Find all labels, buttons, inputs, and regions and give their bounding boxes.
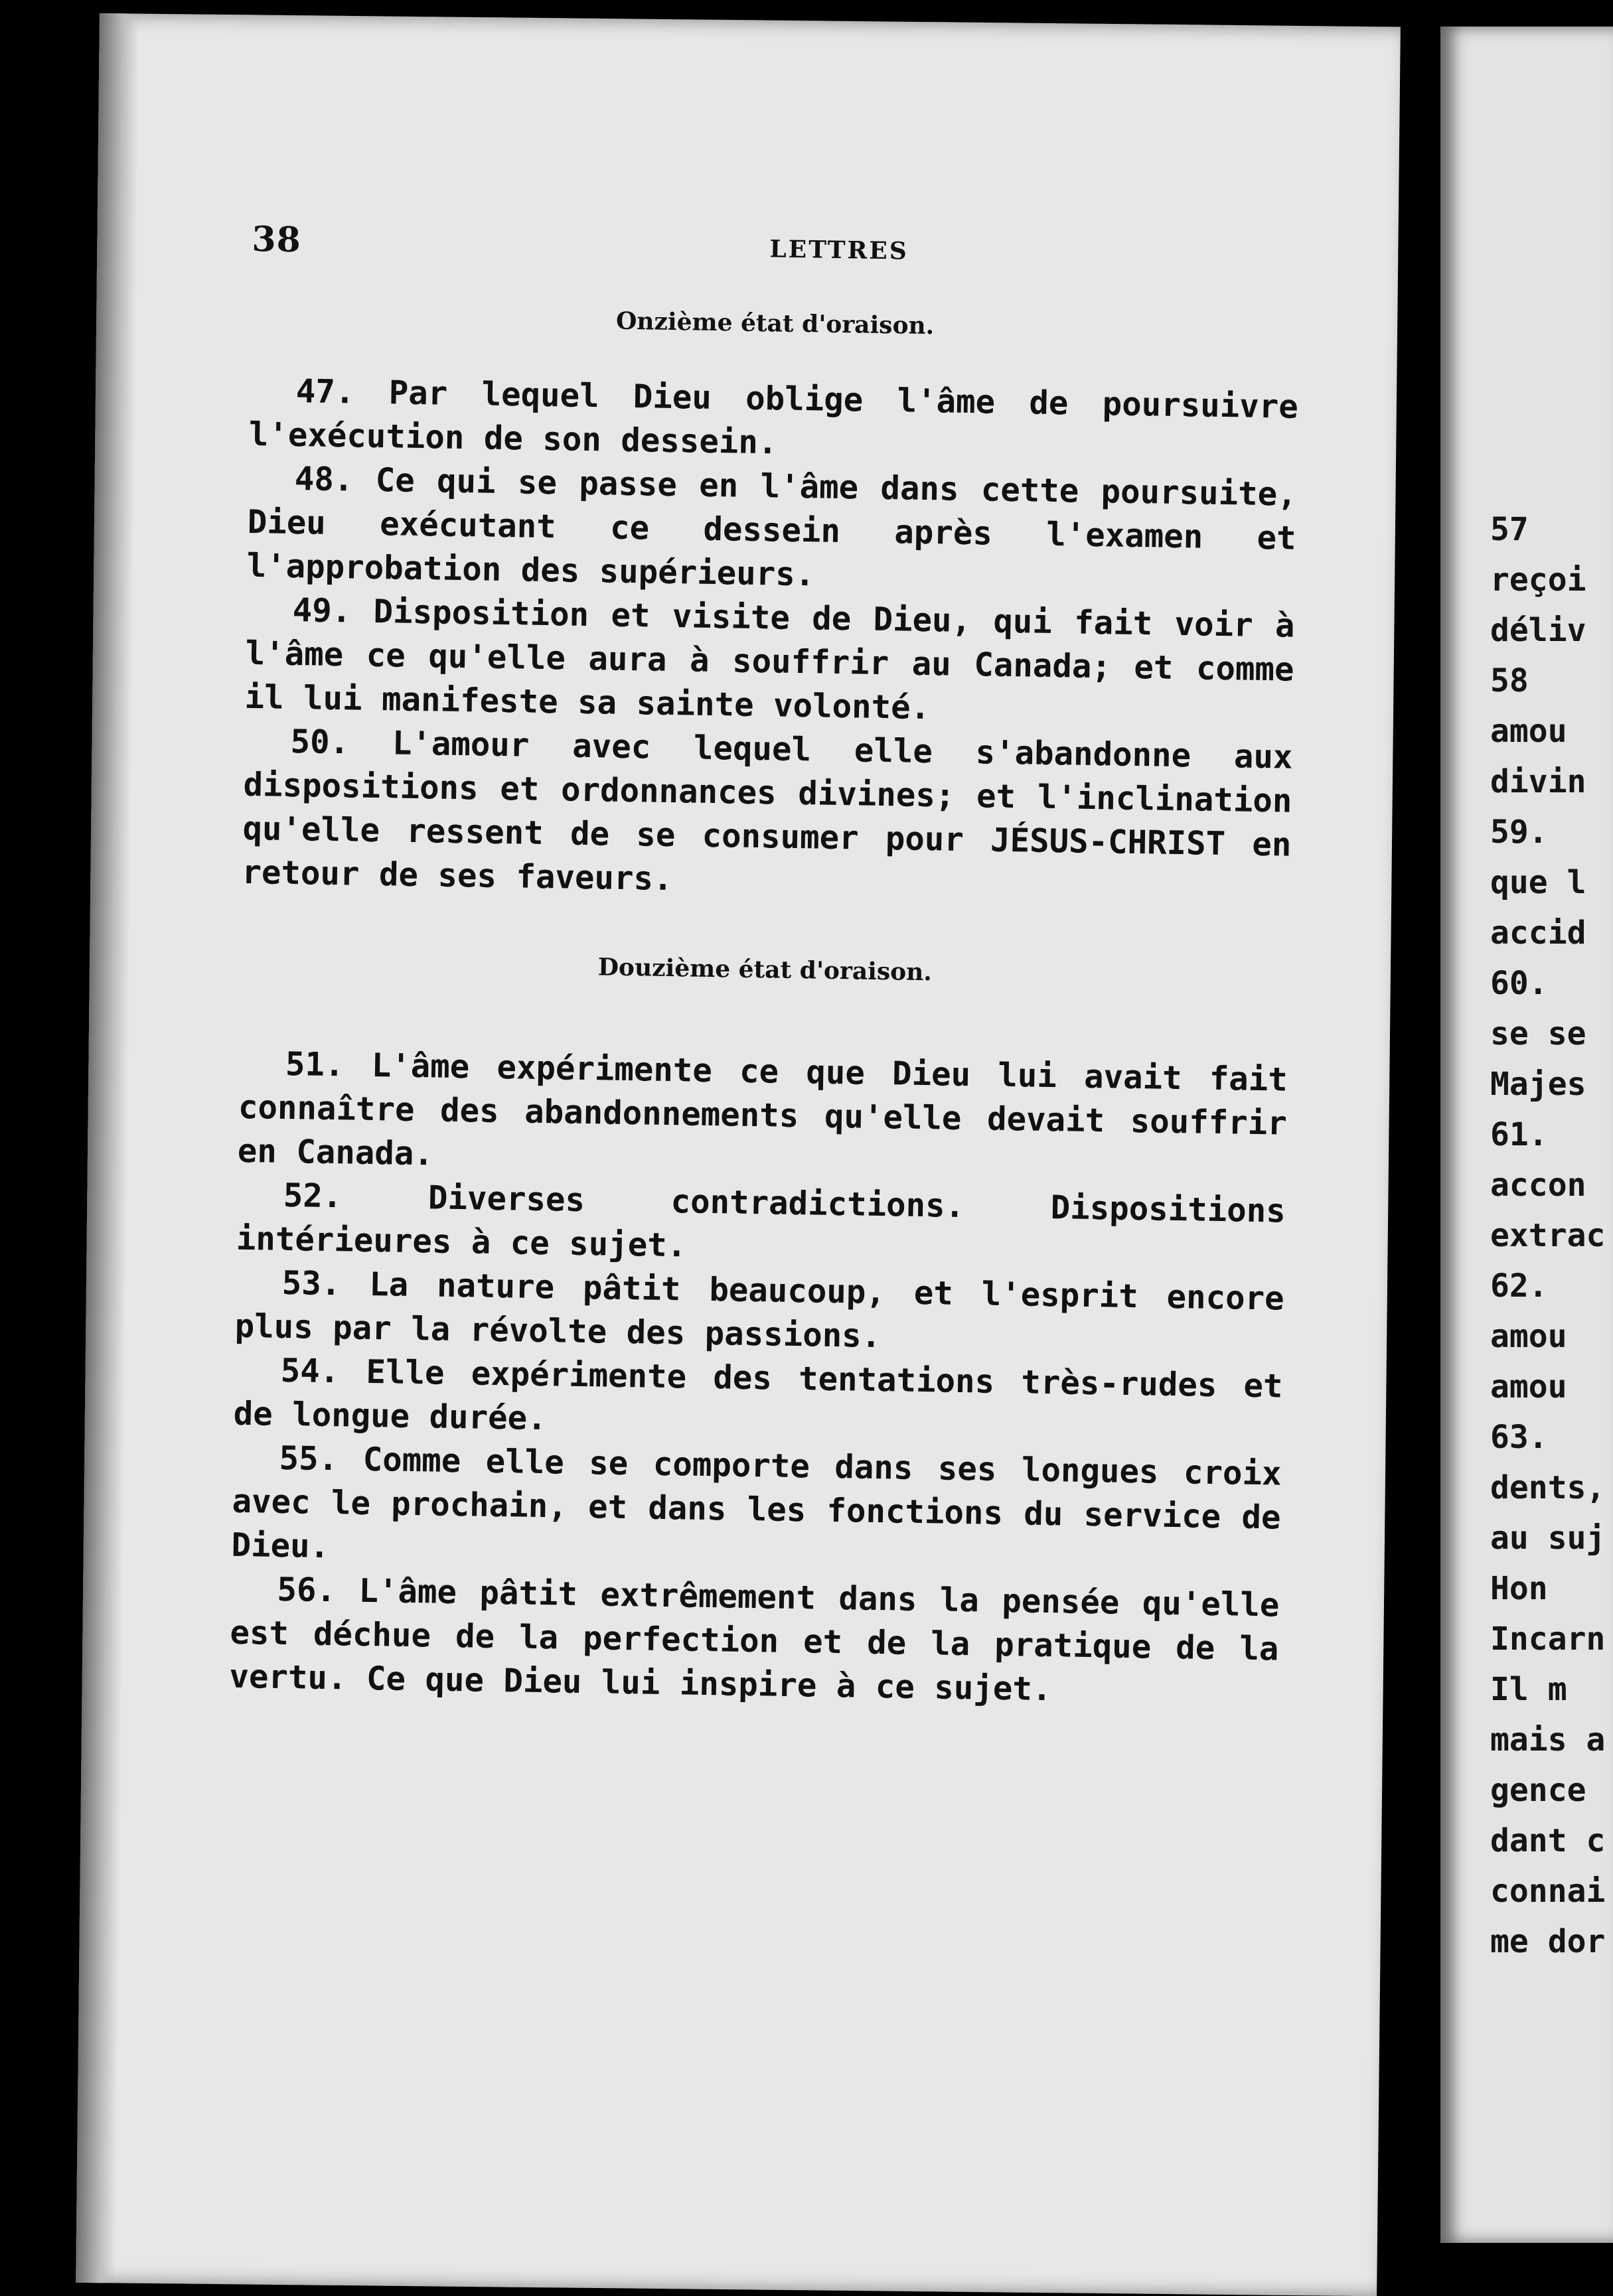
paragraph: 56. L'âme pâtit extrêmement dans la pensée qu'elle est déchue de la perfection et de la pratique de la vertu. Ce que Dieu lui inspire à ce sujet. — [229, 1570, 1280, 1709]
paragraph: 49. Disposition et visite de Dieu, qui fait voir à l'âme ce qu'elle aura à souffrir au Canada; et comme il lui manifeste sa sainte volonté. — [244, 591, 1296, 727]
section-title: Douzième état d'oraison. — [597, 953, 933, 987]
fragment: amou — [1490, 1318, 1567, 1355]
fragment: divin — [1490, 763, 1586, 800]
fragment: extrac — [1490, 1217, 1606, 1254]
fragment: 60. — [1490, 965, 1548, 1002]
paragraph: 48. Ce qui se passe en l'âme dans cette poursuite, Dieu exécutant ce dessein après l'examen et l'approbation des supérieurs. — [246, 460, 1298, 594]
fragment: 58 — [1490, 662, 1529, 699]
running-head: LETTRES — [769, 235, 909, 265]
fragment: amou — [1490, 713, 1567, 750]
fragment: déliv — [1490, 612, 1586, 649]
fragment: dents, — [1490, 1469, 1606, 1506]
fragment: Il m — [1490, 1671, 1567, 1708]
fragment: se se — [1490, 1015, 1586, 1052]
fragment: mais a — [1490, 1721, 1606, 1758]
paragraph: 53. La nature pâtit beaucoup, et l'esprit encore plus par la révolte des passions. — [234, 1263, 1285, 1356]
fragment: Incarn — [1490, 1620, 1606, 1658]
paragraph: 55. Comme elle se comporte dans ses longues croix avec le prochain, et dans les fonctions du service de Dieu. — [231, 1439, 1282, 1566]
fragment: reçoi — [1490, 561, 1586, 599]
paragraph: 52. Diverses contradictions. Dispositions intérieures à ce sujet. — [236, 1176, 1286, 1265]
fragment: 57 — [1490, 511, 1529, 548]
fragment: gence — [1490, 1772, 1586, 1809]
paragraph: 50. L'amour avec lequel elle s'abandonne aux dispositions et ordonnances divines; et l'inclination qu'elle ressent de se consumer pour JÉSUS-CHRIST en retour de ses faveurs. — [242, 723, 1293, 898]
fragment: que l — [1490, 864, 1586, 901]
fragment: 61. — [1490, 1116, 1548, 1153]
section-title: Onzième état d'oraison. — [615, 307, 935, 340]
fragment: accon — [1490, 1167, 1586, 1204]
fragment: Majes — [1490, 1066, 1586, 1103]
fragment: Hon — [1490, 1570, 1548, 1607]
fragment: 59. — [1490, 814, 1548, 851]
fragment: accid — [1490, 914, 1586, 952]
fragment: 62. — [1490, 1267, 1548, 1305]
page-number: 38 — [252, 219, 302, 261]
fragment: me dor — [1490, 1923, 1606, 1960]
fragment: dant c — [1490, 1822, 1606, 1859]
fragment: 63. — [1490, 1419, 1548, 1456]
paragraph: 51. L'âme expérimente ce que Dieu lui avait fait connaître des abandonnements qu'elle devait souffrir en Canada. — [237, 1044, 1288, 1173]
fragment: connai — [1490, 1873, 1606, 1910]
fragment: amou — [1490, 1368, 1567, 1405]
paragraph: 54. Elle expérimente des tentations très-rudes et de longue durée. — [233, 1351, 1284, 1438]
fragment: au suj — [1490, 1520, 1606, 1557]
paragraph: 47. Par lequel Dieu oblige l'âme de poursuivre l'exécution de son dessein. — [248, 372, 1299, 462]
